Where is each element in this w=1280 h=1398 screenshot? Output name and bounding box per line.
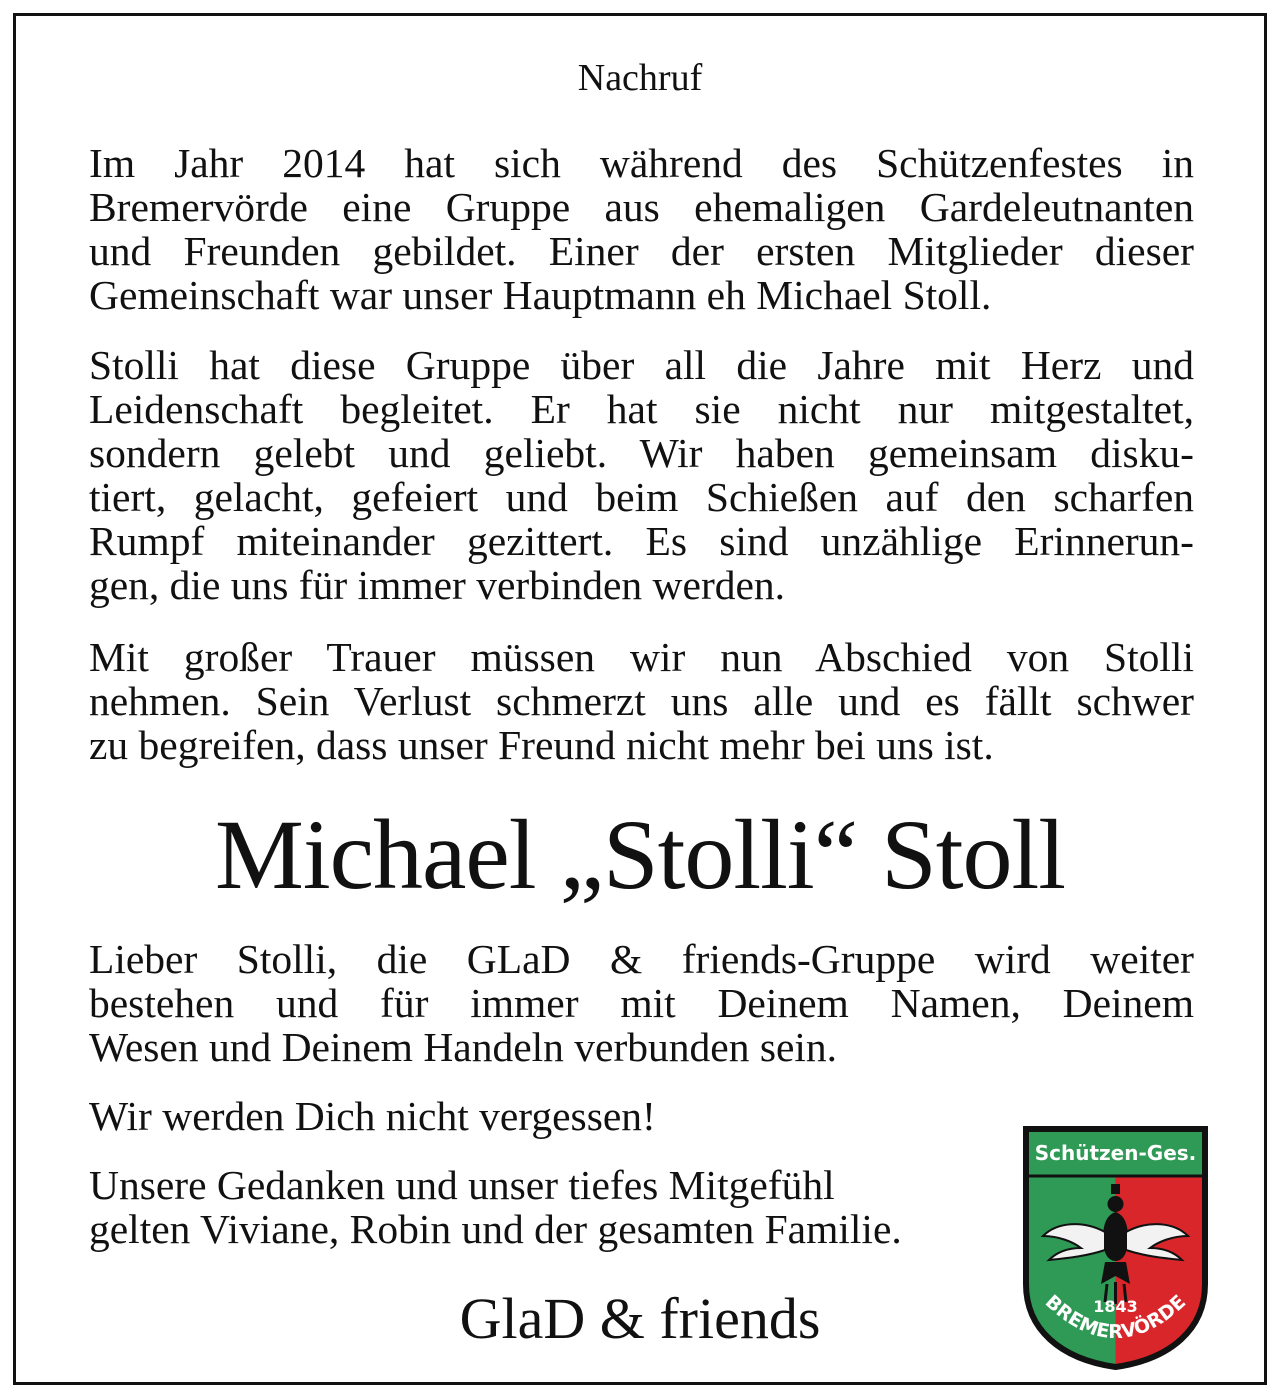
paragraph-memories <box>89 343 1194 607</box>
paragraph-line: bestehen und für immer mit Deinem Namen, Deinem <box>89 980 1194 1026</box>
paragraph-line: gen, die uns für immer verbinden werden. <box>89 562 786 608</box>
schuetzen-crest-logo <box>1021 1124 1210 1371</box>
paragraph-line: Wir werden Dich nicht vergessen! <box>89 1093 656 1139</box>
paragraph-line: tiert, gelacht, gefeiert und beim Schießen auf den scharfen <box>89 474 1194 520</box>
paragraph-line: gelten Viviane, Robin und der gesamten Familie. <box>89 1206 902 1252</box>
paragraph-line: sondern gelebt und geliebt. Wir haben gemeinsam disku- <box>89 430 1194 476</box>
paragraph-line: Gemeinschaft war unser Hauptmann eh Michael Stoll. <box>89 272 992 318</box>
crest-town-text: BREMERVÖRDE <box>1040 1290 1191 1344</box>
paragraph-line: Leidenschaft begleitet. Er hat sie nicht nur mitgestaltet, <box>89 386 1194 432</box>
paragraph-farewell <box>89 635 1194 767</box>
paragraph-group-continues <box>89 937 1194 1069</box>
paragraph-line: und Freunden gebildet. Einer der ersten Mitglieder dieser <box>89 228 1194 274</box>
paragraph-line: nehmen. Sein Verlust schmerzt uns alle und es fällt schwer <box>89 678 1194 724</box>
paragraph-founding <box>89 141 1194 317</box>
crest-top-text: Schützen-Ges. <box>1034 1141 1197 1165</box>
paragraph-line: Wesen und Deinem Handeln verbunden sein. <box>89 1024 838 1070</box>
paragraph-line: Bremervörde eine Gruppe aus ehemaligen Gardeleutnanten <box>89 184 1194 230</box>
crest-year: 1843 <box>1093 1297 1138 1316</box>
paragraph-line: zu begreifen, dass unser Freund nicht mehr bei uns ist. <box>89 722 994 768</box>
paragraph-line: Stolli hat diese Gruppe über all die Jahre mit Herz und <box>89 342 1194 388</box>
paragraph-line: Lieber Stolli, die GLaD & friends-Gruppe wird weiter <box>89 936 1194 982</box>
paragraph-not-forget <box>89 1094 656 1138</box>
heading-nachruf: Nachruf <box>577 57 703 99</box>
paragraph-line: Mit großer Trauer müssen wir nun Abschied von Stolli <box>89 634 1194 680</box>
paragraph-line: Unsere Gedanken und unser tiefes Mitgefühl <box>89 1162 835 1208</box>
paragraph-line: Rumpf miteinander gezittert. Es sind unzählige Erinnerun- <box>89 518 1194 564</box>
paragraph-line: Im Jahr 2014 hat sich während des Schützenfestes in <box>89 140 1194 186</box>
signature-glad-friends: GlaD & friends <box>459 1286 821 1351</box>
deceased-name: Michael „Stolli“ Stoll <box>214 799 1066 910</box>
paragraph-condolences <box>89 1163 902 1251</box>
